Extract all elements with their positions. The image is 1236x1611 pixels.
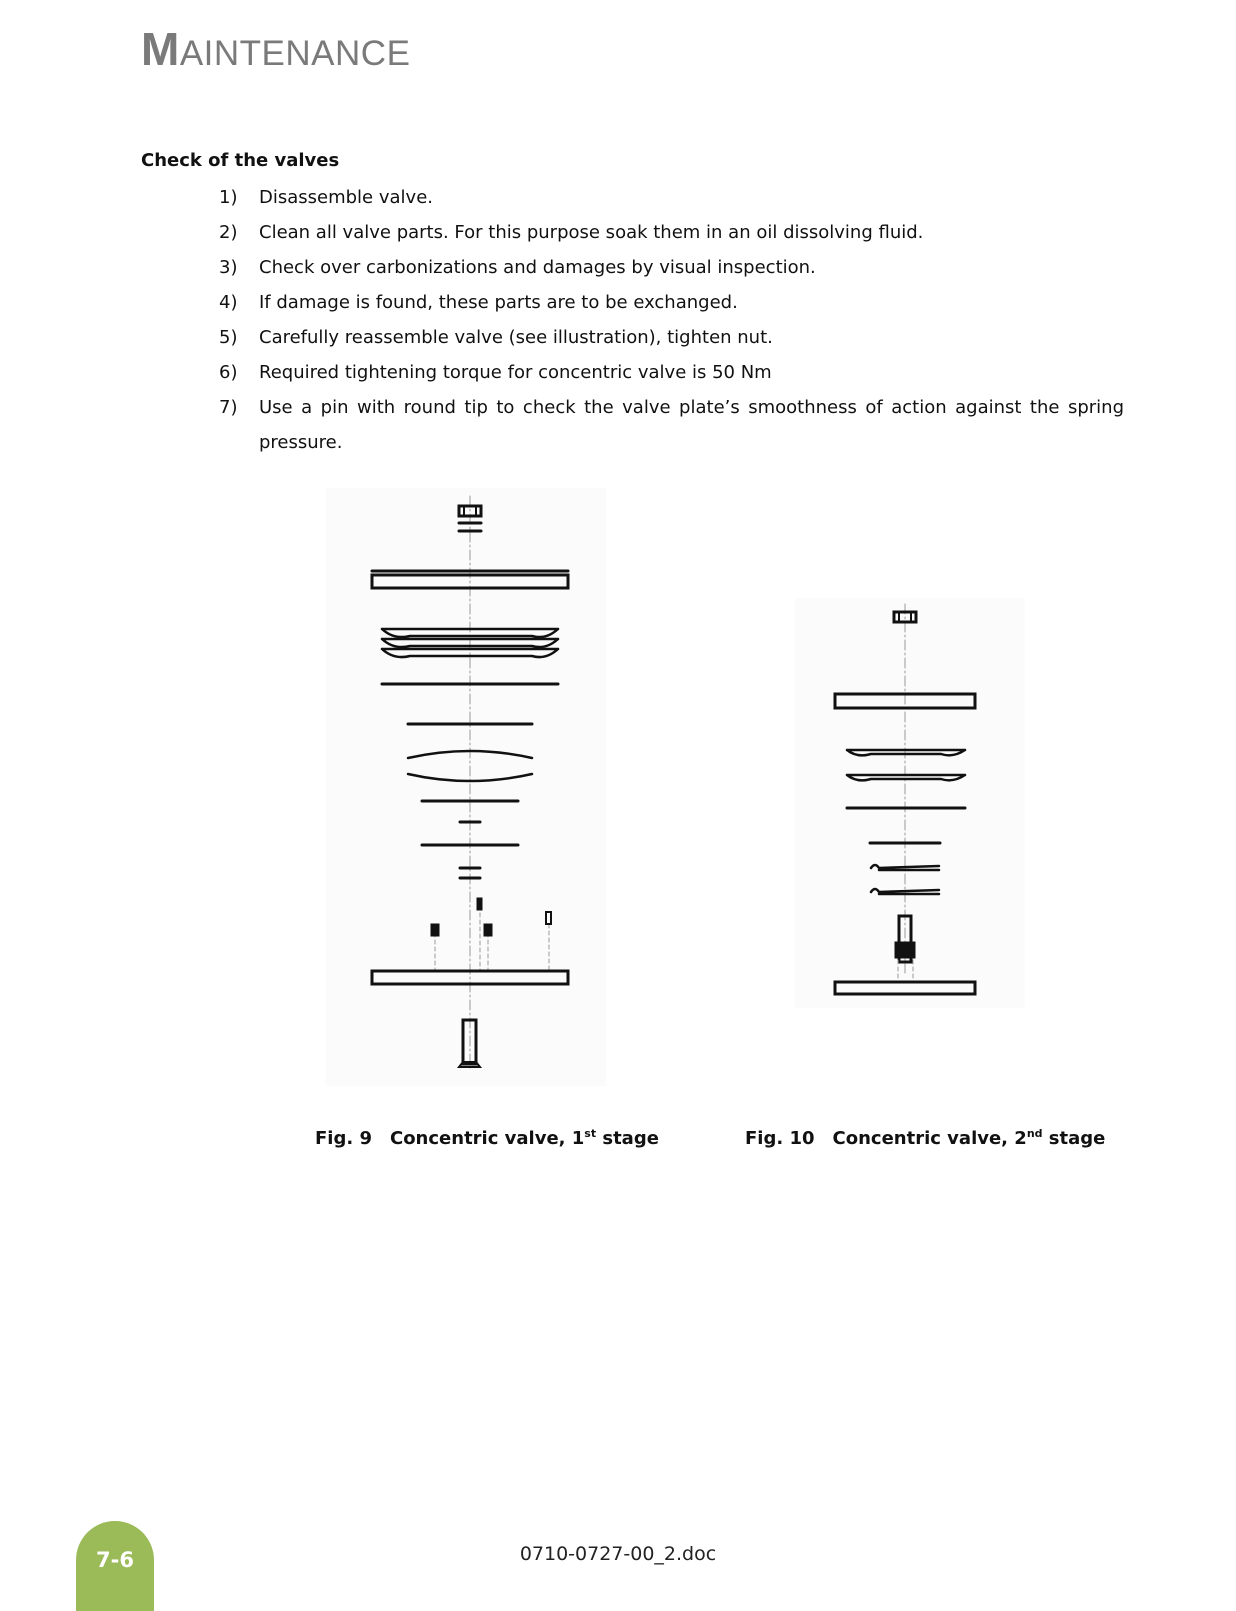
figure-caption-text: Concentric valve, 2 xyxy=(832,1128,1027,1149)
figure-caption-sup: st xyxy=(584,1127,597,1140)
list-item xyxy=(219,390,1124,460)
figure-label: Fig. 9 xyxy=(315,1128,372,1149)
page-number: 7-6 xyxy=(96,1548,134,1572)
figure-caption xyxy=(745,1127,1105,1149)
step-text: Use a pin with round tip to check the valve plate’s smoothness of action against the spring pressure. xyxy=(259,397,1124,453)
figure-caption-suffix: stage xyxy=(596,1128,659,1149)
step-number: 3) xyxy=(219,257,238,278)
step-number: 6) xyxy=(219,362,238,383)
header-title-rest: AINTENANCE xyxy=(179,34,411,73)
list-item xyxy=(219,215,1124,250)
step-text: Carefully reassemble valve (see illustration), tighten nut. xyxy=(259,327,773,348)
figure-valve-2nd-stage xyxy=(795,598,1025,1008)
step-text: Required tightening torque for concentric valve is 50 Nm xyxy=(259,362,772,383)
figure-caption-suffix: stage xyxy=(1042,1128,1106,1149)
figure-caption-sup: nd xyxy=(1026,1127,1043,1140)
list-item xyxy=(219,180,1124,215)
steps-list xyxy=(219,180,1124,460)
figure-label: Fig. 10 xyxy=(745,1128,815,1149)
page-header xyxy=(141,23,411,75)
list-item xyxy=(219,355,1124,390)
page-number-tab xyxy=(76,1521,154,1611)
step-number: 4) xyxy=(219,292,238,313)
step-number: 5) xyxy=(219,327,238,348)
step-number: 1) xyxy=(219,187,238,208)
footer-doc-name: 0710-0727-00_2.doc xyxy=(519,1543,717,1565)
figure-caption xyxy=(315,1127,659,1149)
list-item xyxy=(219,250,1124,285)
figure-caption-text: Concentric valve, 1 xyxy=(389,1128,585,1149)
step-text: If damage is found, these parts are to be exchanged. xyxy=(259,292,738,313)
step-text: Check over carbonizations and damages by visual inspection. xyxy=(259,257,816,278)
step-text: Clean all valve parts. For this purpose soak them in an oil dissolving fluid. xyxy=(259,222,924,243)
figure-valve-1st-stage xyxy=(326,488,606,1086)
step-number: 2) xyxy=(219,222,238,243)
list-item xyxy=(219,320,1124,355)
list-item xyxy=(219,285,1124,320)
step-number: 7) xyxy=(219,397,238,418)
step-text: Disassemble valve. xyxy=(259,187,433,208)
section-title: Check of the valves xyxy=(141,150,340,171)
header-initial: M xyxy=(141,23,180,75)
